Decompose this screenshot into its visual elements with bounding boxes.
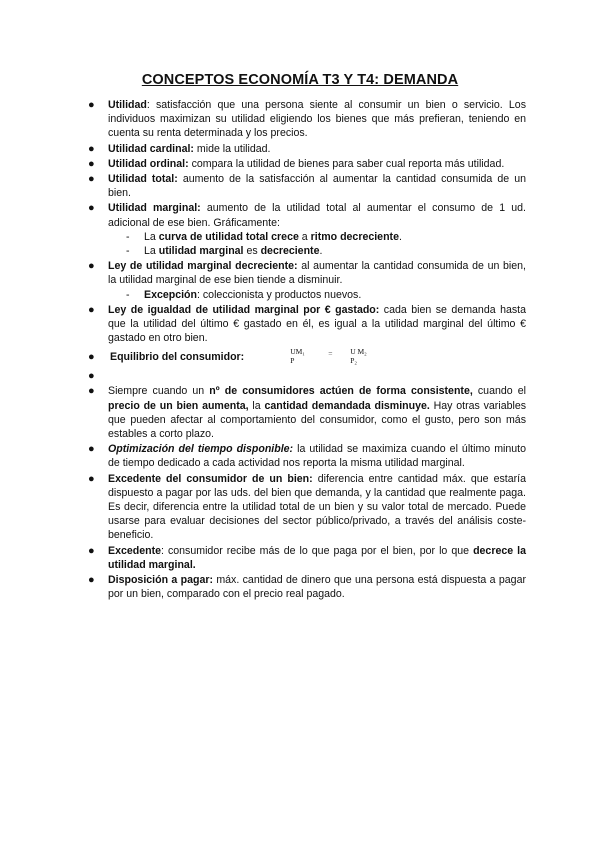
bullet-icon: ● bbox=[88, 544, 95, 557]
definition-excedente: : consumidor recibe más de lo que paga por el bien, por lo que bbox=[161, 544, 474, 557]
definition-utilidad-total: aumento de la satisfacción al aumentar la cantidad consumida de un bien. bbox=[108, 173, 526, 200]
list-item-utilidad-ordinal bbox=[88, 157, 526, 171]
sub-text: : coleccionista y productos nuevos. bbox=[197, 288, 362, 301]
term-utilidad-marginal: Utilidad marginal: bbox=[108, 202, 201, 215]
sub-text: . bbox=[319, 245, 323, 258]
term-utilidad-total: Utilidad total: bbox=[108, 173, 178, 186]
sub-list-excepcion bbox=[108, 288, 526, 302]
term-optimizacion: Optimización del tiempo disponible: bbox=[108, 443, 294, 456]
term-ley-decreciente: Ley de utilidad marginal decreciente: bbox=[108, 260, 298, 273]
sub-bold: ritmo decreciente bbox=[310, 230, 399, 243]
paragraph-text: Siempre cuando un bbox=[108, 385, 210, 398]
definition-ley-igualdad: cada bien se demanda hasta que la utilidad del último € gastado en él, es igual a la utilidad marginal del último € gastado en otro bien. bbox=[108, 303, 527, 345]
term-utilidad: Utilidad bbox=[108, 99, 147, 111]
bullet-icon: ● bbox=[88, 370, 95, 383]
bullet-icon: ● bbox=[88, 173, 95, 186]
term-excedente: Excedente bbox=[108, 544, 161, 557]
sub-bold: utilidad marginal bbox=[158, 245, 244, 258]
sub-item-curva bbox=[126, 230, 526, 244]
paragraph-text: la bbox=[248, 399, 265, 412]
list-item-utilidad-total bbox=[88, 172, 526, 200]
bullet-icon: ● bbox=[88, 574, 95, 587]
definition-optimizacion: la utilidad se maximiza cuando el último minuto de tiempo dedicado a cada actividad nos reporta la misma utilidad marginal. bbox=[108, 443, 527, 470]
definition-disposicion: máx. cantidad de dinero que una persona está dispuesta a pagar por un bien, comparado con el precio real pagado. bbox=[108, 574, 526, 601]
paragraph-text: Hay otras variables que pueden afectar al comportamiento del consumidor, como el gusto, pero son más estables a corto plazo. bbox=[108, 399, 527, 441]
bullet-icon: ● bbox=[88, 385, 95, 398]
list-item-utilidad-marginal bbox=[88, 201, 526, 258]
term-disposicion: Disposición a pagar: bbox=[108, 574, 213, 587]
paragraph-text: cuando el bbox=[472, 385, 526, 398]
sub-text: a bbox=[298, 230, 311, 243]
list-item-equilibrio bbox=[88, 346, 526, 368]
bullet-icon: ● bbox=[88, 351, 95, 364]
definition-utilidad-ordinal: compara la utilidad de bienes para saber cual reporta más utilidad. bbox=[188, 157, 505, 170]
sub-item-utilidad-marginal bbox=[126, 244, 526, 258]
formula-numerator-1: UM₁ bbox=[290, 347, 305, 357]
term-excedente-bien: Excedente del consumidor de un bien: bbox=[108, 472, 313, 485]
sub-bold: decreciente bbox=[260, 245, 320, 258]
definition-excedente-bien: diferencia entre cantidad máx. que estaría dispuesto a pagar por las uds. del bien que demanda, y la cantidad que realmente paga. Es decir, diferencia entre la utilidad total de un bien y su valor total de mercado. Puede usarse para evaluar decisiones del sector público/privado, a través del análisis coste-beneficio. bbox=[108, 472, 526, 542]
sub-bold: curva de utilidad total crece bbox=[158, 230, 299, 243]
definition-utilidad-cardinal: mide la utilidad. bbox=[193, 142, 271, 155]
sub-text: La bbox=[144, 245, 159, 258]
list-item-ley-igualdad bbox=[88, 303, 527, 346]
list-item-utilidad bbox=[88, 98, 526, 141]
bullet-icon: ● bbox=[88, 157, 95, 170]
list-item-empty bbox=[88, 369, 526, 383]
bullet-icon: ● bbox=[88, 202, 95, 215]
dash-marker: - bbox=[126, 288, 130, 301]
list-item-utilidad-cardinal bbox=[88, 142, 526, 156]
formula-numerator-2: U M₂ bbox=[350, 347, 367, 357]
term-ley-igualdad: Ley de igualdad de utilidad marginal por € gastado: bbox=[108, 303, 380, 316]
paragraph-bold: nº de consumidores actúen de forma consistente, bbox=[209, 385, 473, 398]
formula-denominator-2: P₂ bbox=[350, 356, 357, 366]
bullet-icon: ● bbox=[88, 260, 95, 273]
sub-bold: Excepción bbox=[144, 288, 197, 301]
formula-denominator-1: P bbox=[290, 356, 295, 366]
sub-text: es bbox=[243, 245, 261, 258]
bullet-icon: ● bbox=[88, 303, 95, 316]
dash-marker: - bbox=[126, 230, 130, 243]
bullet-icon: ● bbox=[88, 99, 95, 111]
list-item-disposicion bbox=[88, 573, 526, 601]
list-item-ley-decreciente bbox=[88, 259, 526, 302]
equilibrium-formula bbox=[262, 346, 382, 368]
formula-equals: = bbox=[328, 349, 333, 359]
bullet-icon: ● bbox=[88, 142, 95, 155]
definition-ley-decreciente: al aumentar la cantidad consumida de un bien, la utilidad marginal de ese bien tiende a disminuir. bbox=[108, 260, 526, 287]
list-item-excedente bbox=[88, 544, 526, 572]
list-item-excedente-bien bbox=[88, 472, 526, 543]
page-title: CONCEPTOS ECONOMÍA T3 Y T4: DEMANDA bbox=[141, 72, 459, 88]
concept-list bbox=[88, 98, 527, 603]
paragraph-bold: cantidad demandada disminuye. bbox=[264, 399, 430, 412]
dash-marker: - bbox=[126, 245, 130, 258]
definition-utilidad-marginal: aumento de la utilidad total al aumentar el consumo de 1 ud. adicional de ese bien. Gráficamente: bbox=[108, 202, 526, 229]
term-equilibrio: Equilibrio del consumidor: bbox=[110, 351, 245, 364]
term-utilidad-cardinal: Utilidad cardinal: bbox=[108, 142, 194, 155]
sub-text: La bbox=[144, 230, 159, 243]
list-item-siempre bbox=[88, 384, 527, 441]
list-item-optimizacion bbox=[88, 442, 527, 470]
sub-item-excepcion bbox=[126, 288, 526, 302]
sub-list-marginal bbox=[108, 230, 526, 258]
bullet-icon: ● bbox=[88, 443, 95, 456]
definition-utilidad: : satisfacción que una persona siente al consumir un bien o servicio. Los individuos maximizan su utilidad eligiendo los bienes que más prefieran, teniendo en cuenta su renta determinada y los precios. bbox=[108, 99, 526, 140]
term-utilidad-ordinal: Utilidad ordinal: bbox=[108, 157, 189, 170]
definition-excedente-bold: decrece la utilidad marginal. bbox=[108, 544, 526, 571]
paragraph-bold: precio de un bien aumenta, bbox=[108, 399, 249, 412]
sub-text: . bbox=[398, 230, 402, 243]
bullet-icon: ● bbox=[88, 472, 95, 485]
